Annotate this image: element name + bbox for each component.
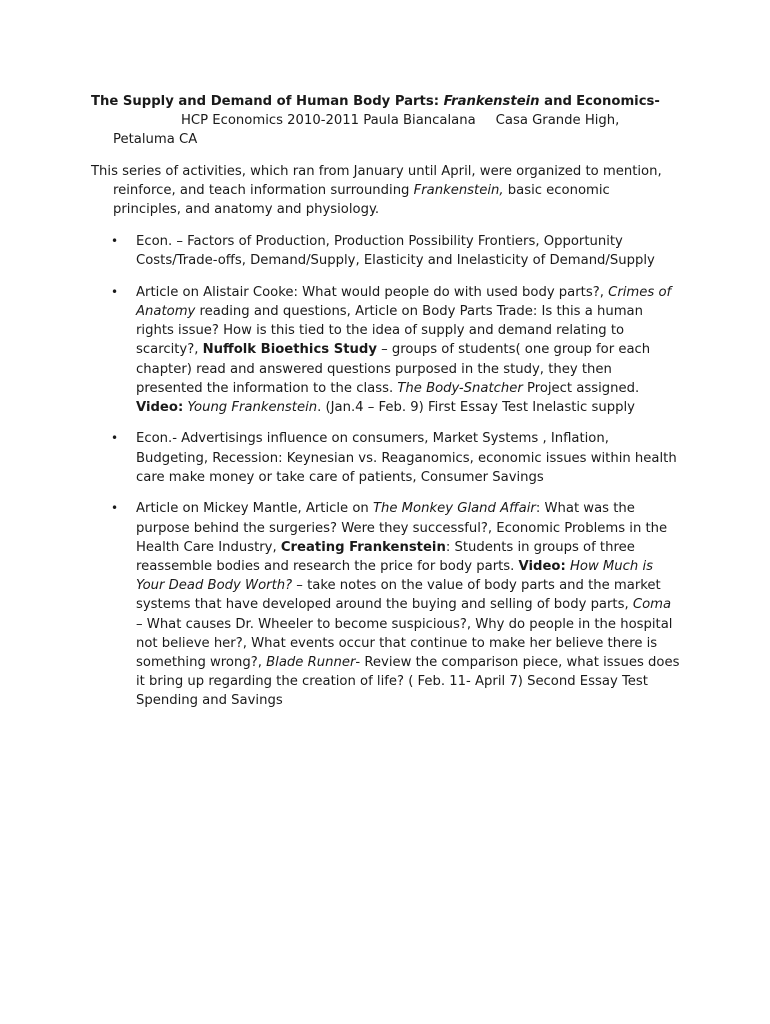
bullet-icon: • xyxy=(111,431,119,446)
activity-list xyxy=(91,232,681,723)
title-economics: Economics- xyxy=(576,94,660,109)
school-info: Casa Grande High, Petaluma CA xyxy=(113,113,620,148)
intro-paragraph: This series of activities, which ran from January until April, were organized to mention, reinforce, and teach information surrounding Frankenstein, basic economic principles, and anatomy and physiology. xyxy=(91,164,662,218)
title-and: and xyxy=(539,94,572,109)
list-item: • Article on Mickey Mantle, Article on The Monkey Gland Affair: What was the purpose behind the surgeries? Were they successful?, Economic Problems in the Health Care Industry, Creating Frankenstein: Students in groups of three reassemble bodies and research the price for body parts. Video: How Much is Your Dead Body Worth? – take notes on the value of body parts and the market systems that have developed around the buying and selling of body parts, Coma – What causes Dr. Wheeler to become suspicious?, Why do people in the hospital not believe her?, What events occur that continue to make her believe there is something wrong?, Blade Runner- Review the comparison piece, what issues does it bring up regarding the creation of life? ( Feb. 11- April 7) Second Essay Test Spending and Savings xyxy=(111,501,680,709)
title-main: The Supply and Demand of Human Body Parts: xyxy=(91,94,444,109)
list-item: • Econ.- Advertisings influence on consumers, Market Systems , Inflation, Budgeting, Recession: Keynesian vs. Reaganomics, economic issues within health care make money or take care of patients, Consumer Savings xyxy=(111,431,677,485)
bullet-icon: • xyxy=(111,284,119,299)
list-item: • Econ. – Factors of Production, Production Possibility Frontiers, Opportunity Costs/Trade-offs, Demand/Supply, Elasticity and Inelasticity of Demand/Supply xyxy=(111,234,655,269)
title-frankenstein: Frankenstein xyxy=(443,94,540,109)
course-info: HCP Economics 2010-2011 Paula Biancalana xyxy=(181,113,476,129)
bullet-icon: • xyxy=(111,234,119,248)
document-title xyxy=(91,92,683,150)
bullet-icon: • xyxy=(111,501,119,516)
list-item: • Article on Alistair Cooke: What would people do with used body parts?, Crimes of Anatomy reading and questions, Article on Body Parts Trade: Is this a human rights issue? How is this tied to the idea of supply and demand relating to scarcity?, Nuffolk Bioethics Study – groups of students( one group for each chapter) read and answered questions purposed in the study, they then presented the information to the class. The Body-Snatcher Project assigned. Video: Young Frankenstein. (Jan.4 – Feb. 9) First Essay Test Inelastic supply xyxy=(111,284,672,415)
